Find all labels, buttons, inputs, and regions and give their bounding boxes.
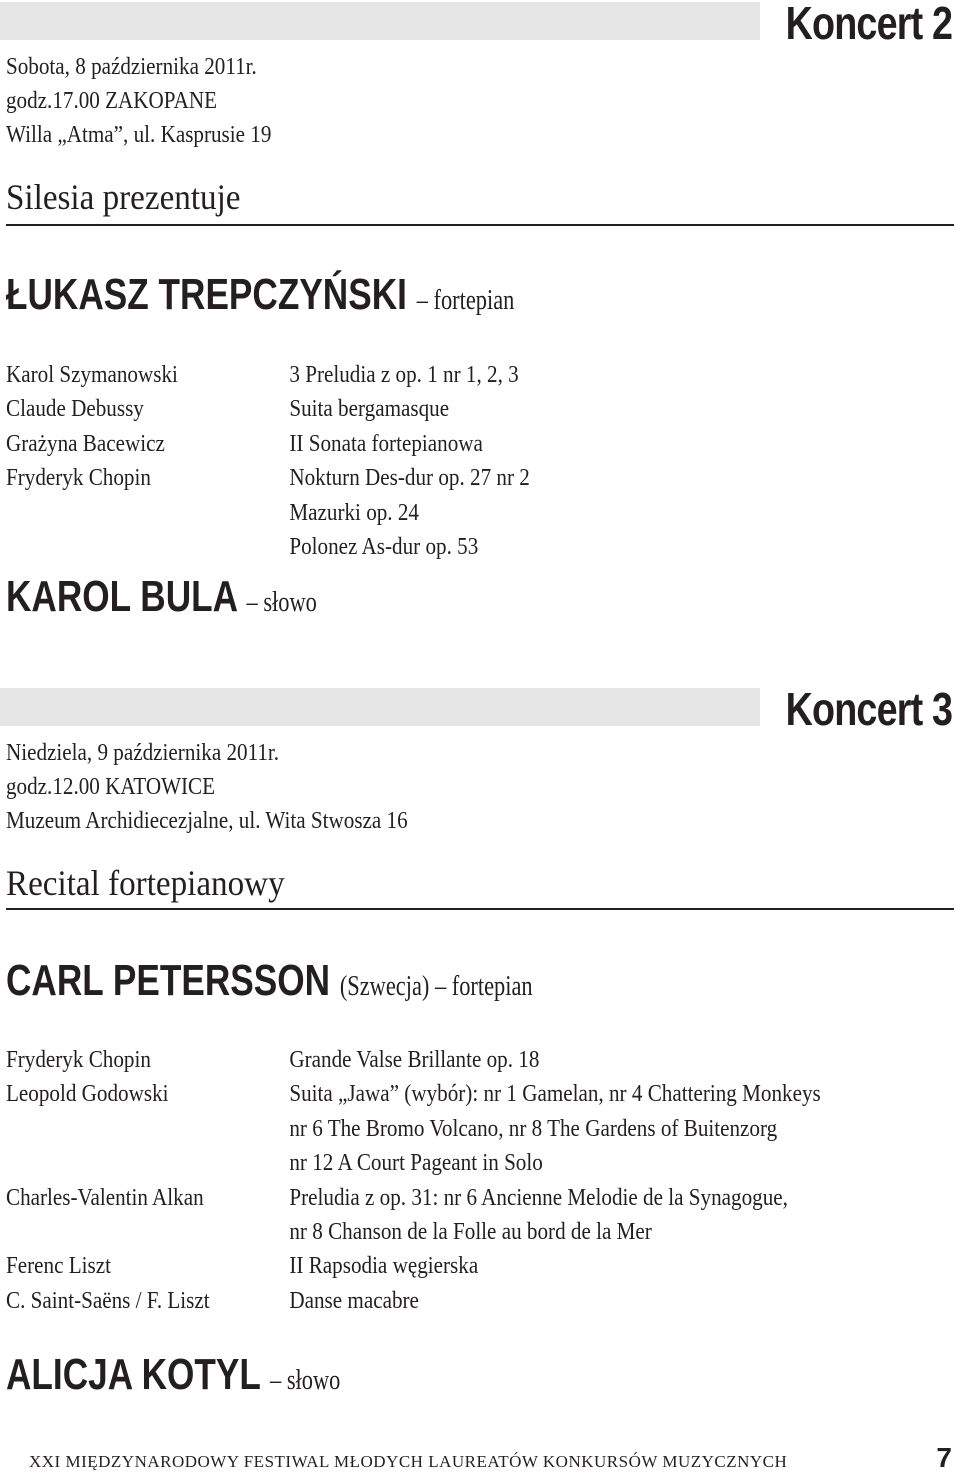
concert2-header-band xyxy=(0,2,760,40)
program-row xyxy=(6,1146,821,1180)
work: nr 6 The Bromo Volcano, nr 8 The Gardens of Buitenzorg xyxy=(289,1115,778,1142)
performer-role: (Szwecja) – fortepian xyxy=(339,971,533,1002)
performer-name: CARL PETERSSON xyxy=(6,956,331,1005)
concert3-label: Koncert 3 xyxy=(785,683,952,735)
composer: Karol Szymanowski xyxy=(6,362,178,388)
work: nr 12 A Court Pageant in Solo xyxy=(289,1150,543,1177)
work: Mazurki op. 24 xyxy=(289,499,419,526)
concert2-speaker xyxy=(6,572,317,622)
page-number: 7 xyxy=(936,1442,952,1473)
concert2-performer xyxy=(6,270,514,320)
work: Suita bergamasque xyxy=(289,396,450,423)
composer xyxy=(6,1215,289,1249)
concert3-performer xyxy=(6,956,533,1006)
composer: Fryderyk Chopin xyxy=(6,1047,151,1073)
concert3-date: Niedziela, 9 października 2011r. xyxy=(6,740,280,766)
concert2-title: Silesia prezentuje xyxy=(6,177,241,217)
work: II Rapsodia węgierska xyxy=(289,1253,479,1280)
performer-name: ŁUKASZ TREPCZYŃSKI xyxy=(6,270,407,319)
work: Danse macabre xyxy=(289,1287,419,1314)
concert3-title-rule xyxy=(6,908,954,910)
composer: C. Saint-Saëns / F. Liszt xyxy=(6,1287,210,1314)
speaker-role: – słowo xyxy=(270,1365,341,1396)
work: 3 Preludia z op. 1 nr 1, 2, 3 xyxy=(289,362,519,388)
performer-role: – fortepian xyxy=(416,285,515,316)
composer: Leopold Godowski xyxy=(6,1081,169,1108)
concert2-date: Sobota, 8 października 2011r. xyxy=(6,54,257,80)
program-row xyxy=(6,392,530,426)
composer: Fryderyk Chopin xyxy=(6,465,151,492)
speaker-name: ALICJA KOTYL xyxy=(6,1350,261,1399)
concert3-speaker xyxy=(6,1350,340,1400)
concert3-venue: Muzeum Archidiecezjalne, ul. Wita Stwosza 16 xyxy=(6,808,408,834)
concert3-time-place: godz.12.00 KATOWICE xyxy=(6,774,216,800)
program-row xyxy=(6,1043,821,1077)
concert2-title-rule xyxy=(6,224,954,226)
speaker-name: KAROL BULA xyxy=(6,572,237,621)
speaker-role: – słowo xyxy=(246,587,317,618)
work: II Sonata fortepianowa xyxy=(289,430,483,457)
composer xyxy=(6,1146,289,1180)
concert2-venue: Willa „Atma”, ul. Kasprusie 19 xyxy=(6,122,272,148)
program-row xyxy=(6,1112,821,1146)
work: Polonez As-dur op. 53 xyxy=(289,534,479,561)
program-row xyxy=(6,1181,821,1215)
composer xyxy=(6,496,289,530)
work: Nokturn Des-dur op. 27 nr 2 xyxy=(289,465,530,492)
program-row xyxy=(6,1284,821,1318)
concert2-label: Koncert 2 xyxy=(785,0,952,49)
composer xyxy=(6,530,289,564)
work: Preludia z op. 31: nr 6 Ancienne Melodie de la Synagogue, xyxy=(289,1184,788,1211)
program-row xyxy=(6,461,530,495)
composer: Grażyna Bacewicz xyxy=(6,430,165,457)
footer-text: XXI MIĘDZYNARODOWY FESTIWAL MŁODYCH LAUREATÓW KONKURSÓW MUZYCZNYCH xyxy=(29,1452,788,1471)
program-row xyxy=(6,1077,821,1111)
program-row xyxy=(6,427,530,461)
program-row xyxy=(6,1215,821,1249)
program-row xyxy=(6,1249,821,1283)
program-row xyxy=(6,496,530,530)
work: Suita „Jawa” (wybór): nr 1 Gamelan, nr 4 Chattering Monkeys xyxy=(289,1081,821,1108)
work: Grande Valse Brillante op. 18 xyxy=(289,1047,540,1073)
program-row xyxy=(6,358,530,392)
work: nr 8 Chanson de la Folle au bord de la Mer xyxy=(289,1219,652,1246)
concert2-time-place: godz.17.00 ZAKOPANE xyxy=(6,88,218,114)
composer xyxy=(6,1112,289,1146)
concert2-program xyxy=(6,358,530,564)
composer: Ferenc Liszt xyxy=(6,1253,111,1280)
composer: Claude Debussy xyxy=(6,396,144,423)
concert3-title: Recital fortepianowy xyxy=(6,863,285,903)
composer: Charles-Valentin Alkan xyxy=(6,1184,204,1211)
concert3-program xyxy=(6,1043,821,1318)
concert3-header-band xyxy=(0,688,760,726)
program-row xyxy=(6,530,530,564)
